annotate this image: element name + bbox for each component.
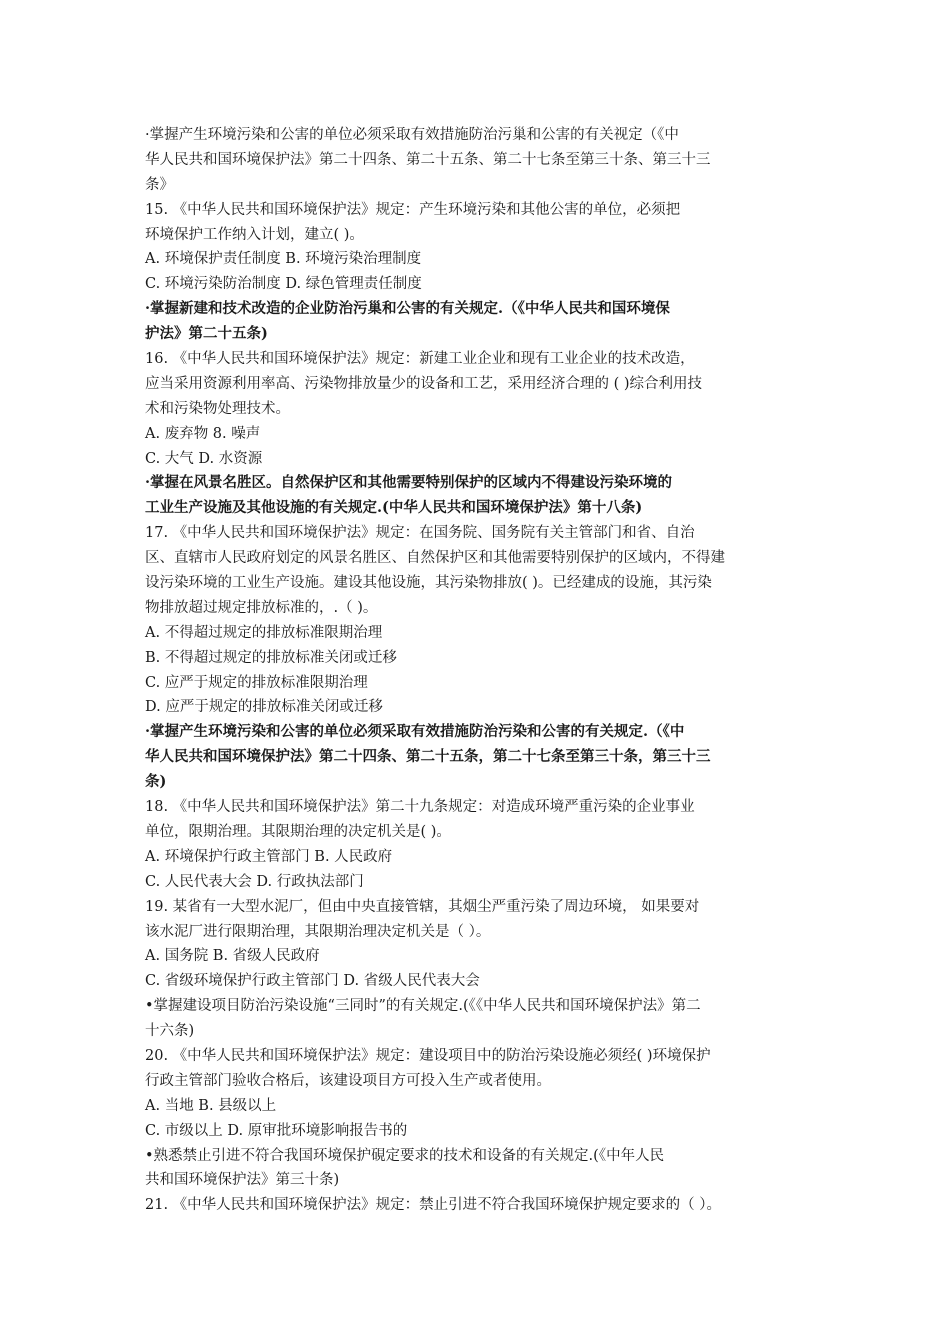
text-line: 18. 《中华人民共和国环境保护法》第二十九条规定：对造成环境严重污染的企业事业 <box>145 799 695 816</box>
text-line: 物排放超过规定排放标准的，.（ )。 <box>145 599 378 616</box>
text-line: ·掌握新建和技术改造的企业防治污巢和公害的有关规定.（《中华人民共和国环境保 <box>145 300 670 318</box>
text-line: 17. 《中华人民共和国环境保护法》规定：在国务院、国务院有关主管部门和省、自治 <box>145 525 695 542</box>
text-line: 21. 《中华人民共和国环境保护法》规定：禁止引进不符合我国环境保护规定要求的（ ）。 <box>145 1197 722 1214</box>
text-line: •熟悉禁止引进不符合我国环境保护硯定要求的技术和设备的有关规定.(《中年人民 <box>145 1147 665 1164</box>
text-line: 护法》第二十五条) <box>145 325 268 343</box>
text-line: 环境保护工作纳入计划，建立( )。 <box>145 226 364 243</box>
text-line: A. 废弃物 8. 噪声 <box>145 425 261 442</box>
text-line: C. 人民代表大会 D. 行政执法部门 <box>145 873 364 890</box>
text-line: 共和国环境保护法》第三十条) <box>145 1172 340 1189</box>
text-line: •掌握建设项目防治污染设施“三同时”的有关规定.(《《中华人民共和国环境保护法》第二 <box>145 998 701 1015</box>
text-line: A. 环境保护行政主管部门 B. 人民政府 <box>145 848 393 865</box>
text-line: 术和污染物处理技术。 <box>145 400 290 417</box>
text-line: 设污染环境的工业生产设施。建设其他设施，其污染物排放( )。已经建成的设施，其污染 <box>145 575 712 592</box>
text-line: C. 应严于规定的排放标准限期治理 <box>145 674 368 691</box>
text-line: 条》 <box>145 176 174 193</box>
text-line: A. 当地 B. 县级以上 <box>145 1097 277 1114</box>
text-line: ·掌握在风景名胜区。自然保护区和其他需要特别保护的区域内不得建设污染环境的 <box>145 474 673 492</box>
text-line: A. 国务院 B. 省级人民政府 <box>145 948 320 965</box>
text-line: 条) <box>145 773 167 791</box>
text-line: ·掌握产生环境污染和公害的单位必须采取有效措施防治污巢和公害的有关视定（《中 <box>145 127 679 143</box>
text-line: C. 环境污染防治制度 D. 绿色管理责任制度 <box>145 276 422 293</box>
text-line: ·掌握产生环境污染和公害的单位必须采取有效措施防治污染和公害的有关规定.（《中 <box>145 723 685 741</box>
document-page <box>145 123 825 1218</box>
text-line: C. 大气 D. 水资源 <box>145 450 263 467</box>
text-line: C. 省级环境保护行政主管部门 D. 省级人民代表大会 <box>145 973 480 990</box>
text-line: 华人民共和国环境保护法》第二十四条、第二十五条、第二十七条至第三十条、第三十三 <box>145 151 711 168</box>
text-line: 15. 《中华人民共和国环境保护法》规定：产生环境污染和其他公害的单位，必须把 <box>145 201 681 218</box>
text-line: B. 不得超过规定的排放标准关闭或迁移 <box>145 649 397 666</box>
text-line: 华人民共和国环境保护法》第二十四条、第二十五条，第二十七条至第三十条，第三十三 <box>145 748 711 766</box>
text-line: A. 不得超过规定的排放标准限期治理 <box>145 624 383 641</box>
text-line: 该水泥厂进行限期治理，其限期治理决定机关是（ ）。 <box>145 923 491 940</box>
text-line: 19. 某省有一大型水泥厂，但由中央直接管辖，其烟尘严重污染了周边环境， 如果要对 <box>145 898 700 915</box>
text-line: C. 市级以上 D. 原审批环境影响报告书的 <box>145 1122 408 1139</box>
text-line: 16. 《中华人民共和国环境保护法》规定：新建工业企业和现有工业企业的技术改造， <box>145 351 695 368</box>
text-line: 区、直辖市人民政府划定的风景名胜区、自然保护区和其他需要特别保护的区域内，不得建 <box>145 550 725 567</box>
text-line: 单位，限期治理。其限期治理的决定机关是( )。 <box>145 823 451 840</box>
text-line: 工业生产设施及其他设施的有关规定.(中华人民共和国环境保护法》第十八条) <box>145 499 643 517</box>
text-line: 行政主管部门验收合格后，该建设项目方可投入生产或者使用。 <box>145 1072 551 1089</box>
text-line: D. 应严于规定的排放标准关闭或迁移 <box>145 699 383 716</box>
text-line: 20. 《中华人民共和国环境保护法》规定：建设项目中的防治污染设施必须经( )环境保护 <box>145 1047 711 1064</box>
text-line: A. 环境保护责任制度 B. 环境污染治理制度 <box>145 251 422 268</box>
text-line: 应当采用资源利用率高、污染物排放量少的设备和工艺，采用经济合理的 ( )综合利用技 <box>145 375 703 392</box>
text-line: 十六条) <box>145 1023 195 1040</box>
